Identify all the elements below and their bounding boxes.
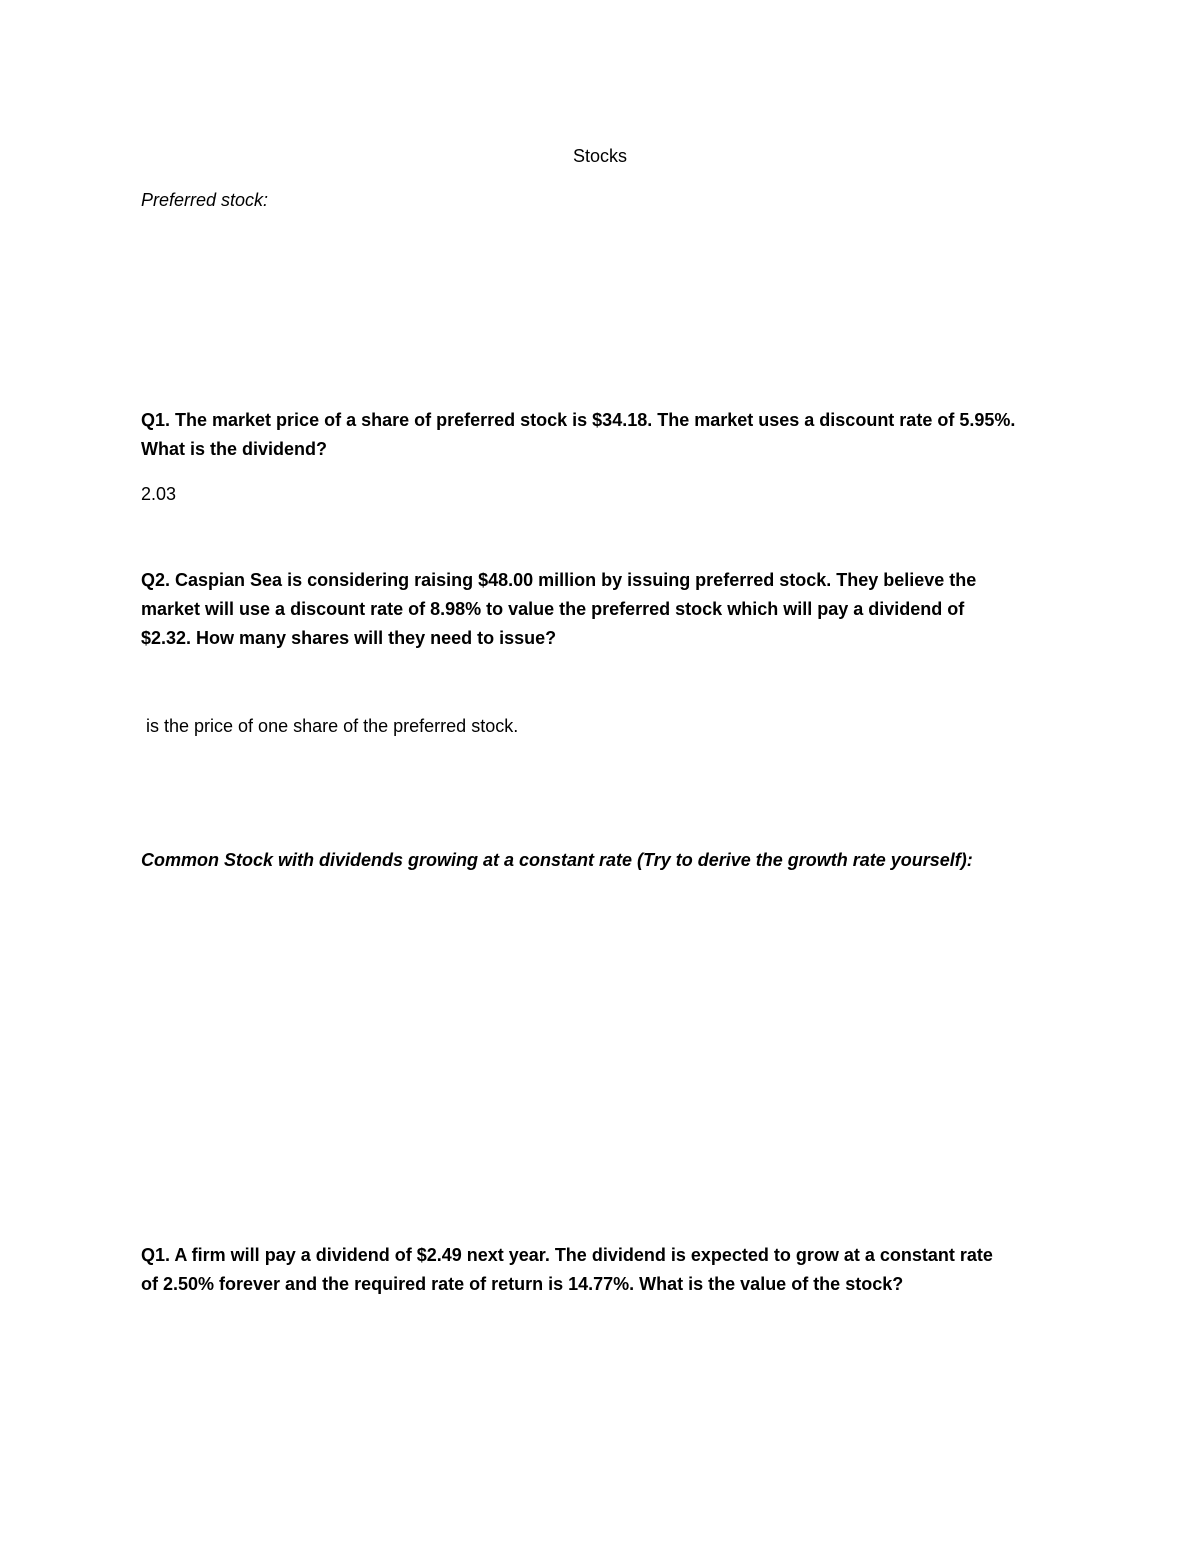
preferred-question-2 xyxy=(141,566,976,653)
common-question-1-line-2: of 2.50% forever and the required rate of return is 14.77%. What is the value of the stock? xyxy=(141,1274,904,1294)
preferred-question-1-line-1: Q1. The market price of a share of preferred stock is $34.18. The market uses a discount rate of 5.95%. xyxy=(141,410,1016,430)
preferred-question-2-line-3: $2.32. How many shares will they need to issue? xyxy=(141,628,557,648)
preferred-question-2-line-1: Q2. Caspian Sea is considering raising $48.00 million by issuing preferred stock. They believe the xyxy=(141,570,977,590)
preferred-question-1-line-2: What is the dividend? xyxy=(141,439,328,459)
common-question-1 xyxy=(141,1241,993,1299)
page-title: Stocks xyxy=(572,146,628,166)
common-question-1-line-1: Q1. A firm will pay a dividend of $2.49 next year. The dividend is expected to grow at a constant rate xyxy=(141,1245,993,1265)
preferred-question-2-note: is the price of one share of the preferred stock. xyxy=(141,716,519,736)
common-stock-heading: Common Stock with dividends growing at a constant rate (Try to derive the growth rate yourself): xyxy=(141,850,973,870)
preferred-question-1 xyxy=(141,406,1015,464)
preferred-stock-heading: Preferred stock: xyxy=(141,190,269,210)
preferred-question-1-answer: 2.03 xyxy=(141,484,177,504)
preferred-question-2-line-2: market will use a discount rate of 8.98% to value the preferred stock which will pay a dividend of xyxy=(141,599,965,619)
